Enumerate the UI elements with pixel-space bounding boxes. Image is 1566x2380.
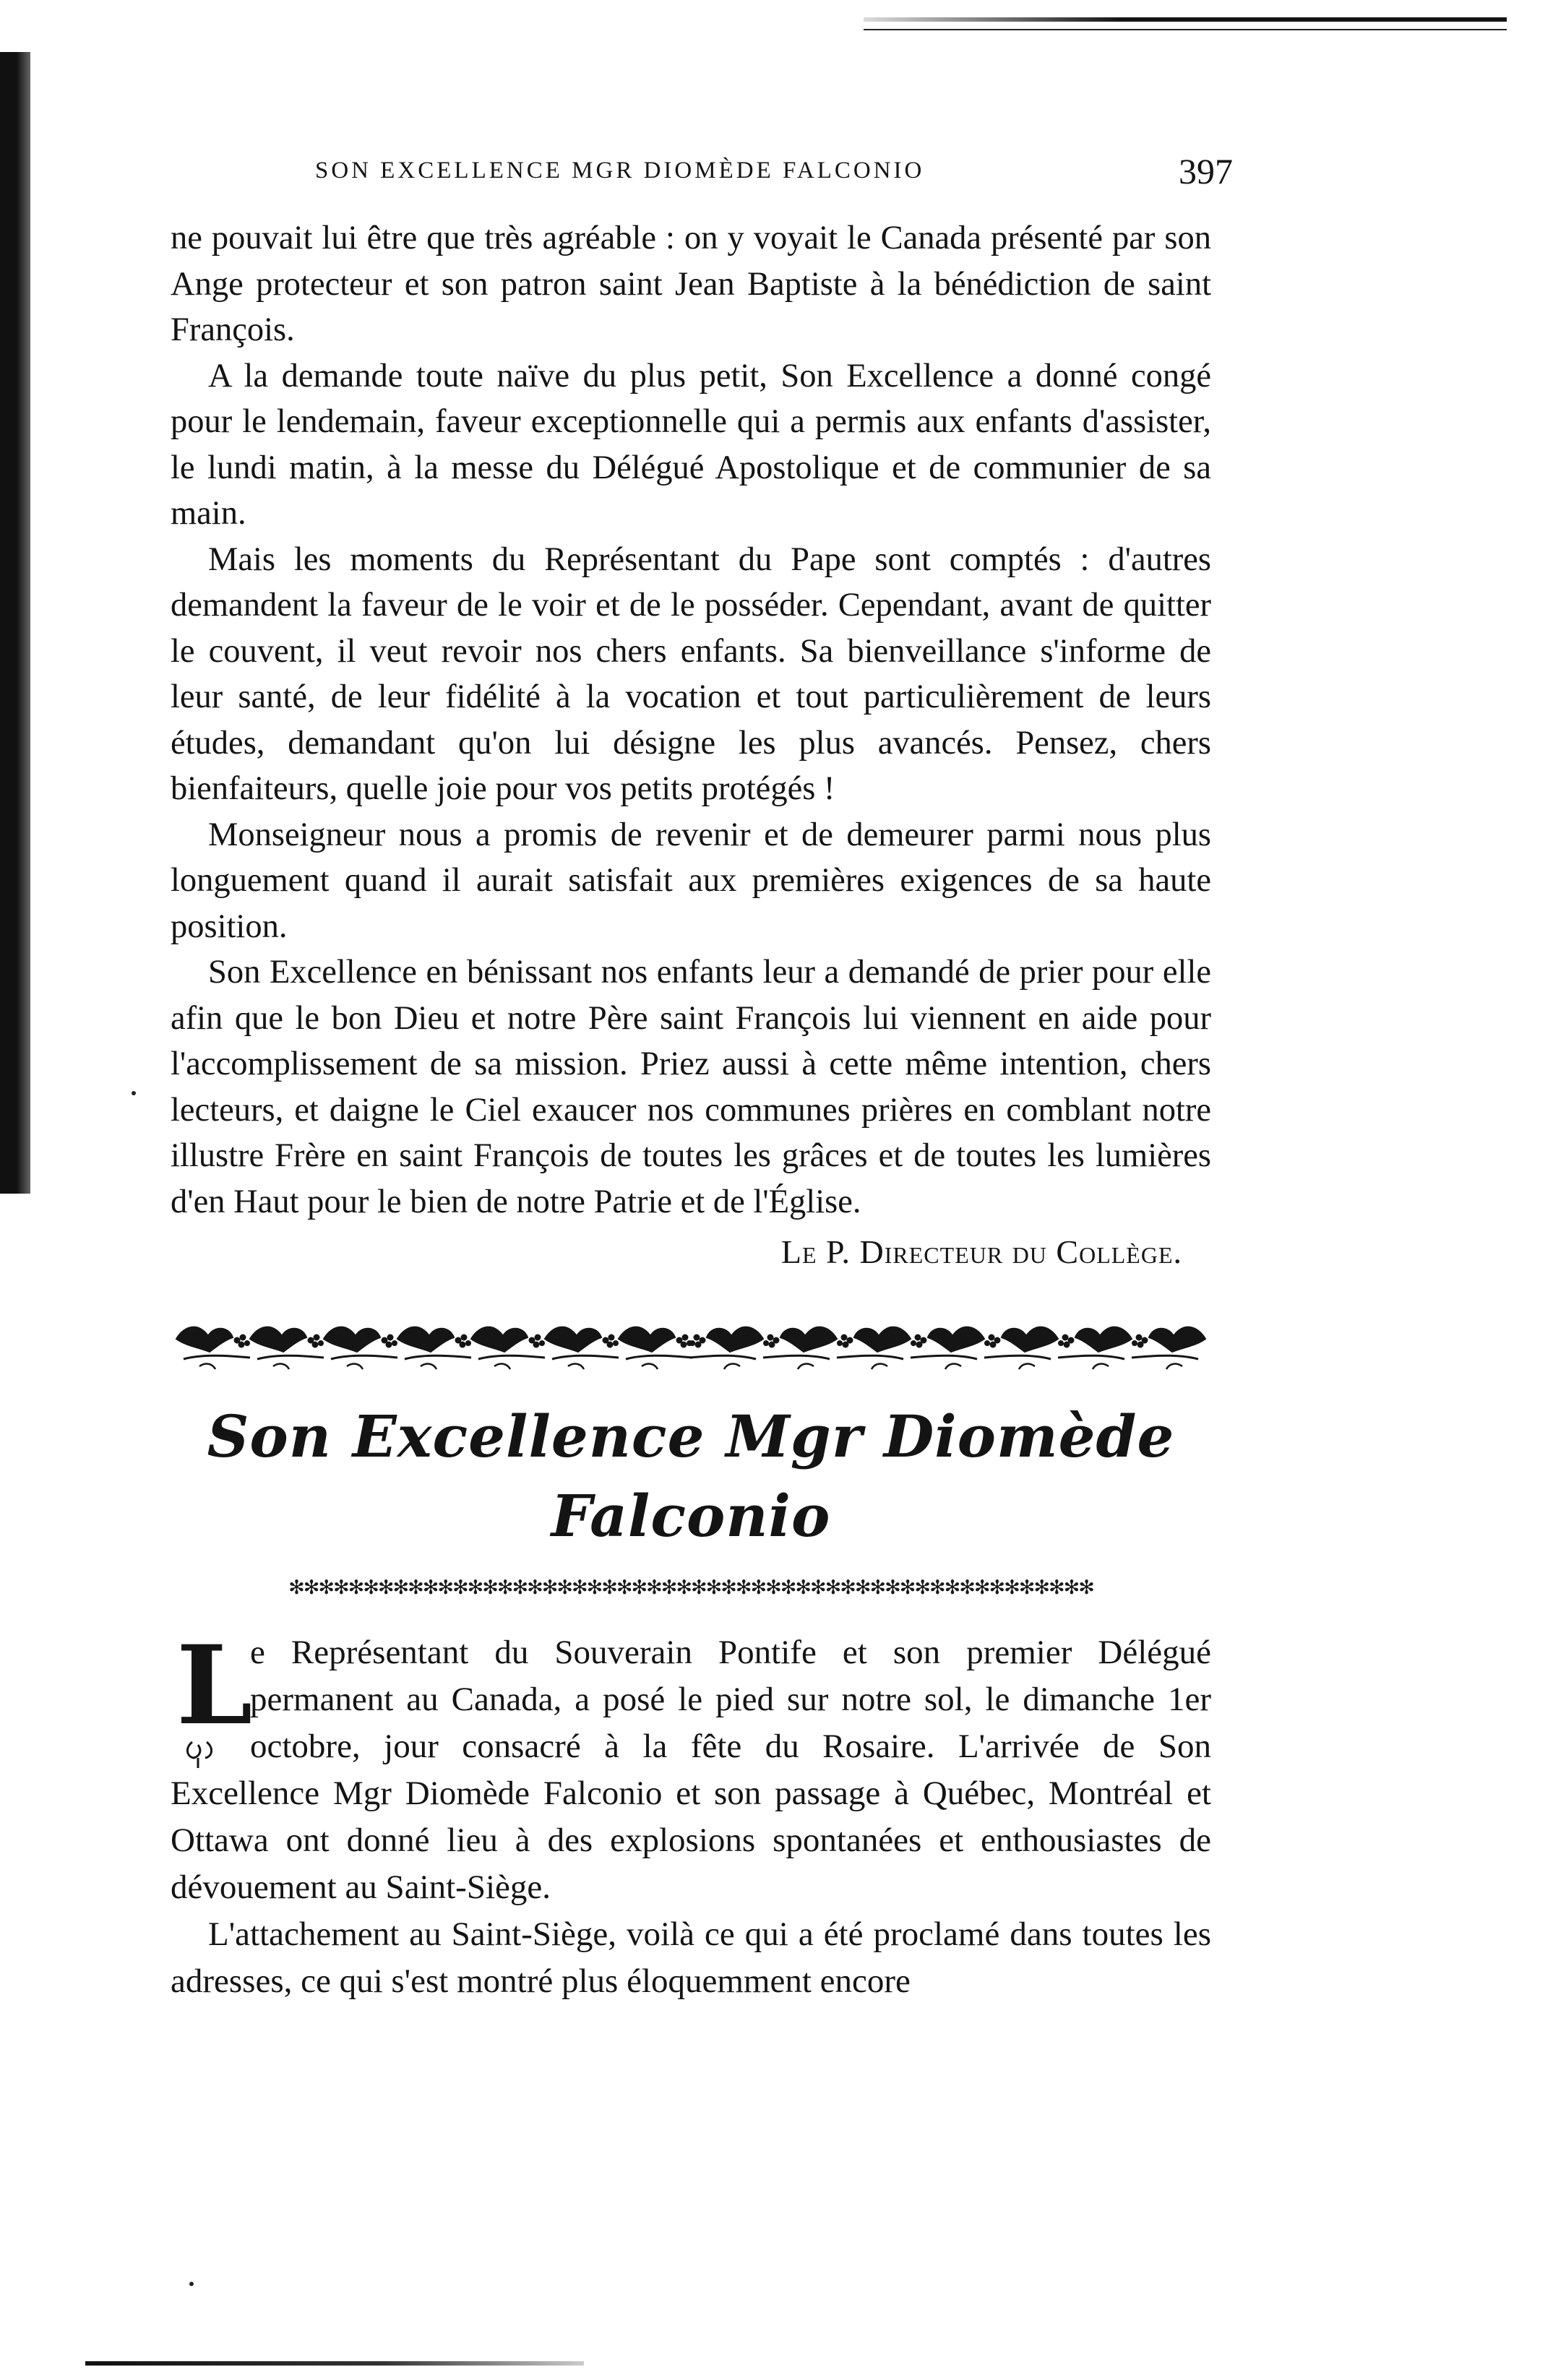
page bbox=[171, 145, 1233, 2005]
scan-artifact-left-edge bbox=[0, 52, 30, 1194]
letter-paragraph: A la demande toute naïve du plus petit, Son Excellence a donné congé pour le lendemain, faveur exceptionnelle qui a permis aux enfants d'assister, le lundi matin, à la messe du Délégué Apostolique et de communier de sa main. bbox=[171, 357, 1211, 532]
article-paragraph: e Représentant du Souverain Pontife et son premier Délégué permanent au Canada, a posé le pied sur notre sol, le dimanche 1er octobre, jour consacré à la fête du Rosaire. L'arrivée de Son Excellence Mgr Diomède Falconio et son passage à Québec, Montréal et Ottawa ont donné lieu à des explosions spontanées et enthousiastes de dévouement au Saint-Siège. bbox=[171, 1634, 1211, 1906]
scan-artifact-top-line-thin bbox=[864, 29, 1507, 30]
letter-paragraph: Mais les moments du Représentant du Pape sont comptés : d'autres demandent la faveur de le voir et de le posséder. Cependant, avant de quitter le couvent, il veut revoir nos chers enfants. Sa bienveillance s'informe de leur santé, de leur fidélité à la vocation et tout particulièrement de leurs études, demandant qu'on lui désigne les plus avancés. Pensez, chers bienfaiteurs, quelle joie pour vos petits protégés ! bbox=[171, 540, 1211, 807]
letter-paragraph: ne pouvait lui être que très agréable : on y voyait le Canada présenté par son Ange protecteur et son patron saint Jean Baptiste à la bénédiction de saint François. bbox=[171, 220, 1211, 348]
grapevine-ornament-band bbox=[171, 1304, 1211, 1384]
article-paragraph: L'attachement au Saint-Siège, voilà ce qui a été proclamé dans toutes les adresses, ce qui s'est montré plus éloquemment encore bbox=[171, 1915, 1211, 2000]
drop-cap-letter: L bbox=[176, 1622, 253, 1749]
scan-artifact-top-line bbox=[864, 17, 1507, 22]
scan-artifact-speck bbox=[132, 1091, 136, 1095]
letter-body bbox=[171, 215, 1211, 1275]
running-head bbox=[171, 145, 1233, 210]
scan-artifact-speck bbox=[189, 2282, 194, 2286]
letter-paragraph: Son Excellence en bénissant nos enfants leur a demandé de prier pour elle afin que le bon Dieu et notre Père saint François lui viennent en aide pour l'accomplissement de sa mission. Priez aussi à cette même intention, chers lecteurs, et daigne le Ciel exaucer nos communes prières en comblant notre illustre Frère en saint François de toutes les grâces et de toutes les lumières d'en Haut pour le bien de notre Patrie et de l'Église. bbox=[171, 954, 1211, 1220]
page-number: 397 bbox=[1179, 151, 1233, 191]
drop-cap bbox=[171, 1622, 253, 1769]
running-head-title: SON EXCELLENCE MGR DIOMÈDE FALCONIO bbox=[315, 158, 925, 184]
grapevine-ornament-icon bbox=[171, 1304, 1211, 1384]
letter-paragraph: Monseigneur nous a promis de revenir et de demeurer parmi nous plus longuement quand il aurait satisfait aux premières exigences de sa haute position. bbox=[171, 816, 1211, 945]
letter-signature: Le P. Directeur du Collège. bbox=[780, 1233, 1182, 1270]
article-body bbox=[171, 1622, 1211, 2005]
section-title: Son Excellence Mgr Diomède Falconio bbox=[207, 1402, 1175, 1550]
scan-artifact-bottom-line bbox=[85, 2361, 584, 2366]
star-rule-divider: ✻✻✻✻✻✻✻✻✻✻✻✻✻✻✻✻✻✻✻✻✻✻✻✻✻✻✻✻✻✻✻✻✻✻✻✻✻✻✻✻✻✻✻✻✻✻✻✻✻✻✻✻✻✻ bbox=[288, 1577, 1093, 1599]
